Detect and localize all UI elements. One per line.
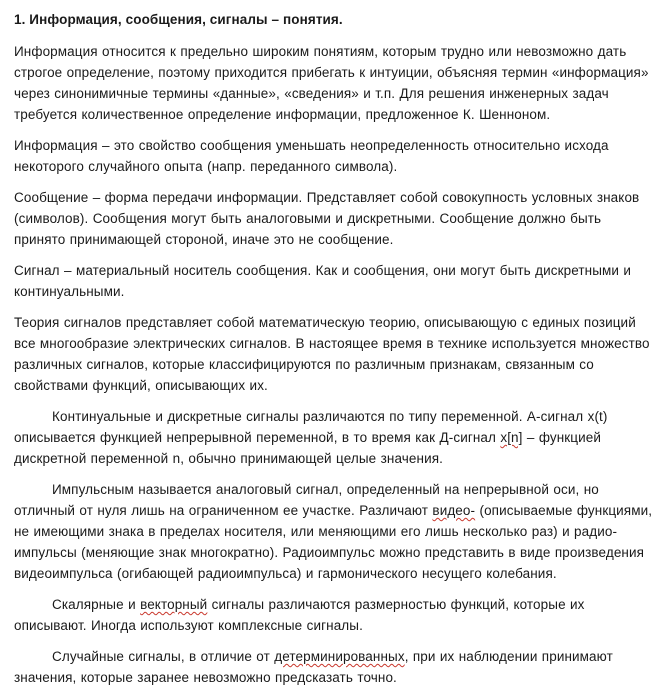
text-segment: Импульсным называется аналоговый сигнал, определенный на непрерывной оси, но отличный от нуля лишь на ограниченном ее участке. Различают (14, 482, 599, 518)
text-segment: сигналы различаются размерностью функций, которые их описывают. Иногда используют комплексные сигналы. (14, 597, 585, 633)
paragraph-impulse-signals (14, 479, 654, 584)
spellcheck-underlined-word: векторный (140, 597, 208, 612)
paragraph-information-intro: Информация относится к предельно широким понятиям, которым трудно или невозможно дать строгое определение, поэтому приходится прибегать к интуиции, объясняя термин «информация» через синонимичные термины «данные», «сведения» и т.п. Для решения инженерных задач требуется количественное определение информации, предложенное К. Шенноном. (14, 44, 649, 122)
paragraph-random-signals (14, 646, 654, 688)
text-segment: – функцией дискретной переменной n, обычно принимающей целые значения. (14, 430, 602, 466)
paragraph-signal-theory: Теория сигналов представляет собой математическую теорию, описывающую с единых позиций все многообразие электрических сигналов. В настоящее время в технике используется множество различных сигналов, которые классифицируются по различным признакам, связанным со свойствами функций, описывающих их. (14, 315, 650, 393)
paragraph-message-definition: Сообщение – форма передачи информации. Представляет собой совокупность условных знаков (символов). Сообщения могут быть аналоговыми и дискретными. Сообщение должно быть принято принимающей стороной, иначе это не сообщение. (14, 190, 640, 247)
spellcheck-underlined-word: x[n] (500, 430, 523, 445)
text-segment: (описываемые функциями, не имеющими знака в пределах носителя, или меняющими его лишь несколько раз) и радио- импульсы (меняющие знак многократно). Радиоимпульс можно представить в виде произведения видеоимпульса (огибающей радиоимпульса) и гармонического несущего колебания. (14, 503, 653, 581)
paragraph-continual-discrete-signals (14, 406, 654, 469)
text-segment: Скалярные и (52, 597, 141, 612)
paragraph-signal-definition: Сигнал – материальный носитель сообщения. Как и сообщения, они могут быть дискретными и континуальными. (14, 263, 632, 299)
document-title: 1. Информация, сообщения, сигналы – понятия. (14, 12, 343, 27)
text-segment: Континуальные и дискретные сигналы различаются по типу переменной. А-сигнал x(t) описывается функцией непрерывной переменной, в то время как Д-сигнал (14, 409, 608, 445)
text-segment: Случайные сигналы, в отличие от (52, 649, 275, 664)
paragraph-information-definition: Информация – это свойство сообщения уменьшать неопределенность относительно исхода некоторого случайного опыта (напр. переданного символа). (14, 138, 609, 174)
spellcheck-underlined-word: детерминированных (274, 649, 405, 664)
text-segment: , при их наблюдении принимают значения, которые заранее невозможно предсказать точно. (14, 649, 613, 685)
paragraph-scalar-vector-signals (14, 594, 654, 636)
spellcheck-underlined-word: видео- (432, 503, 476, 518)
